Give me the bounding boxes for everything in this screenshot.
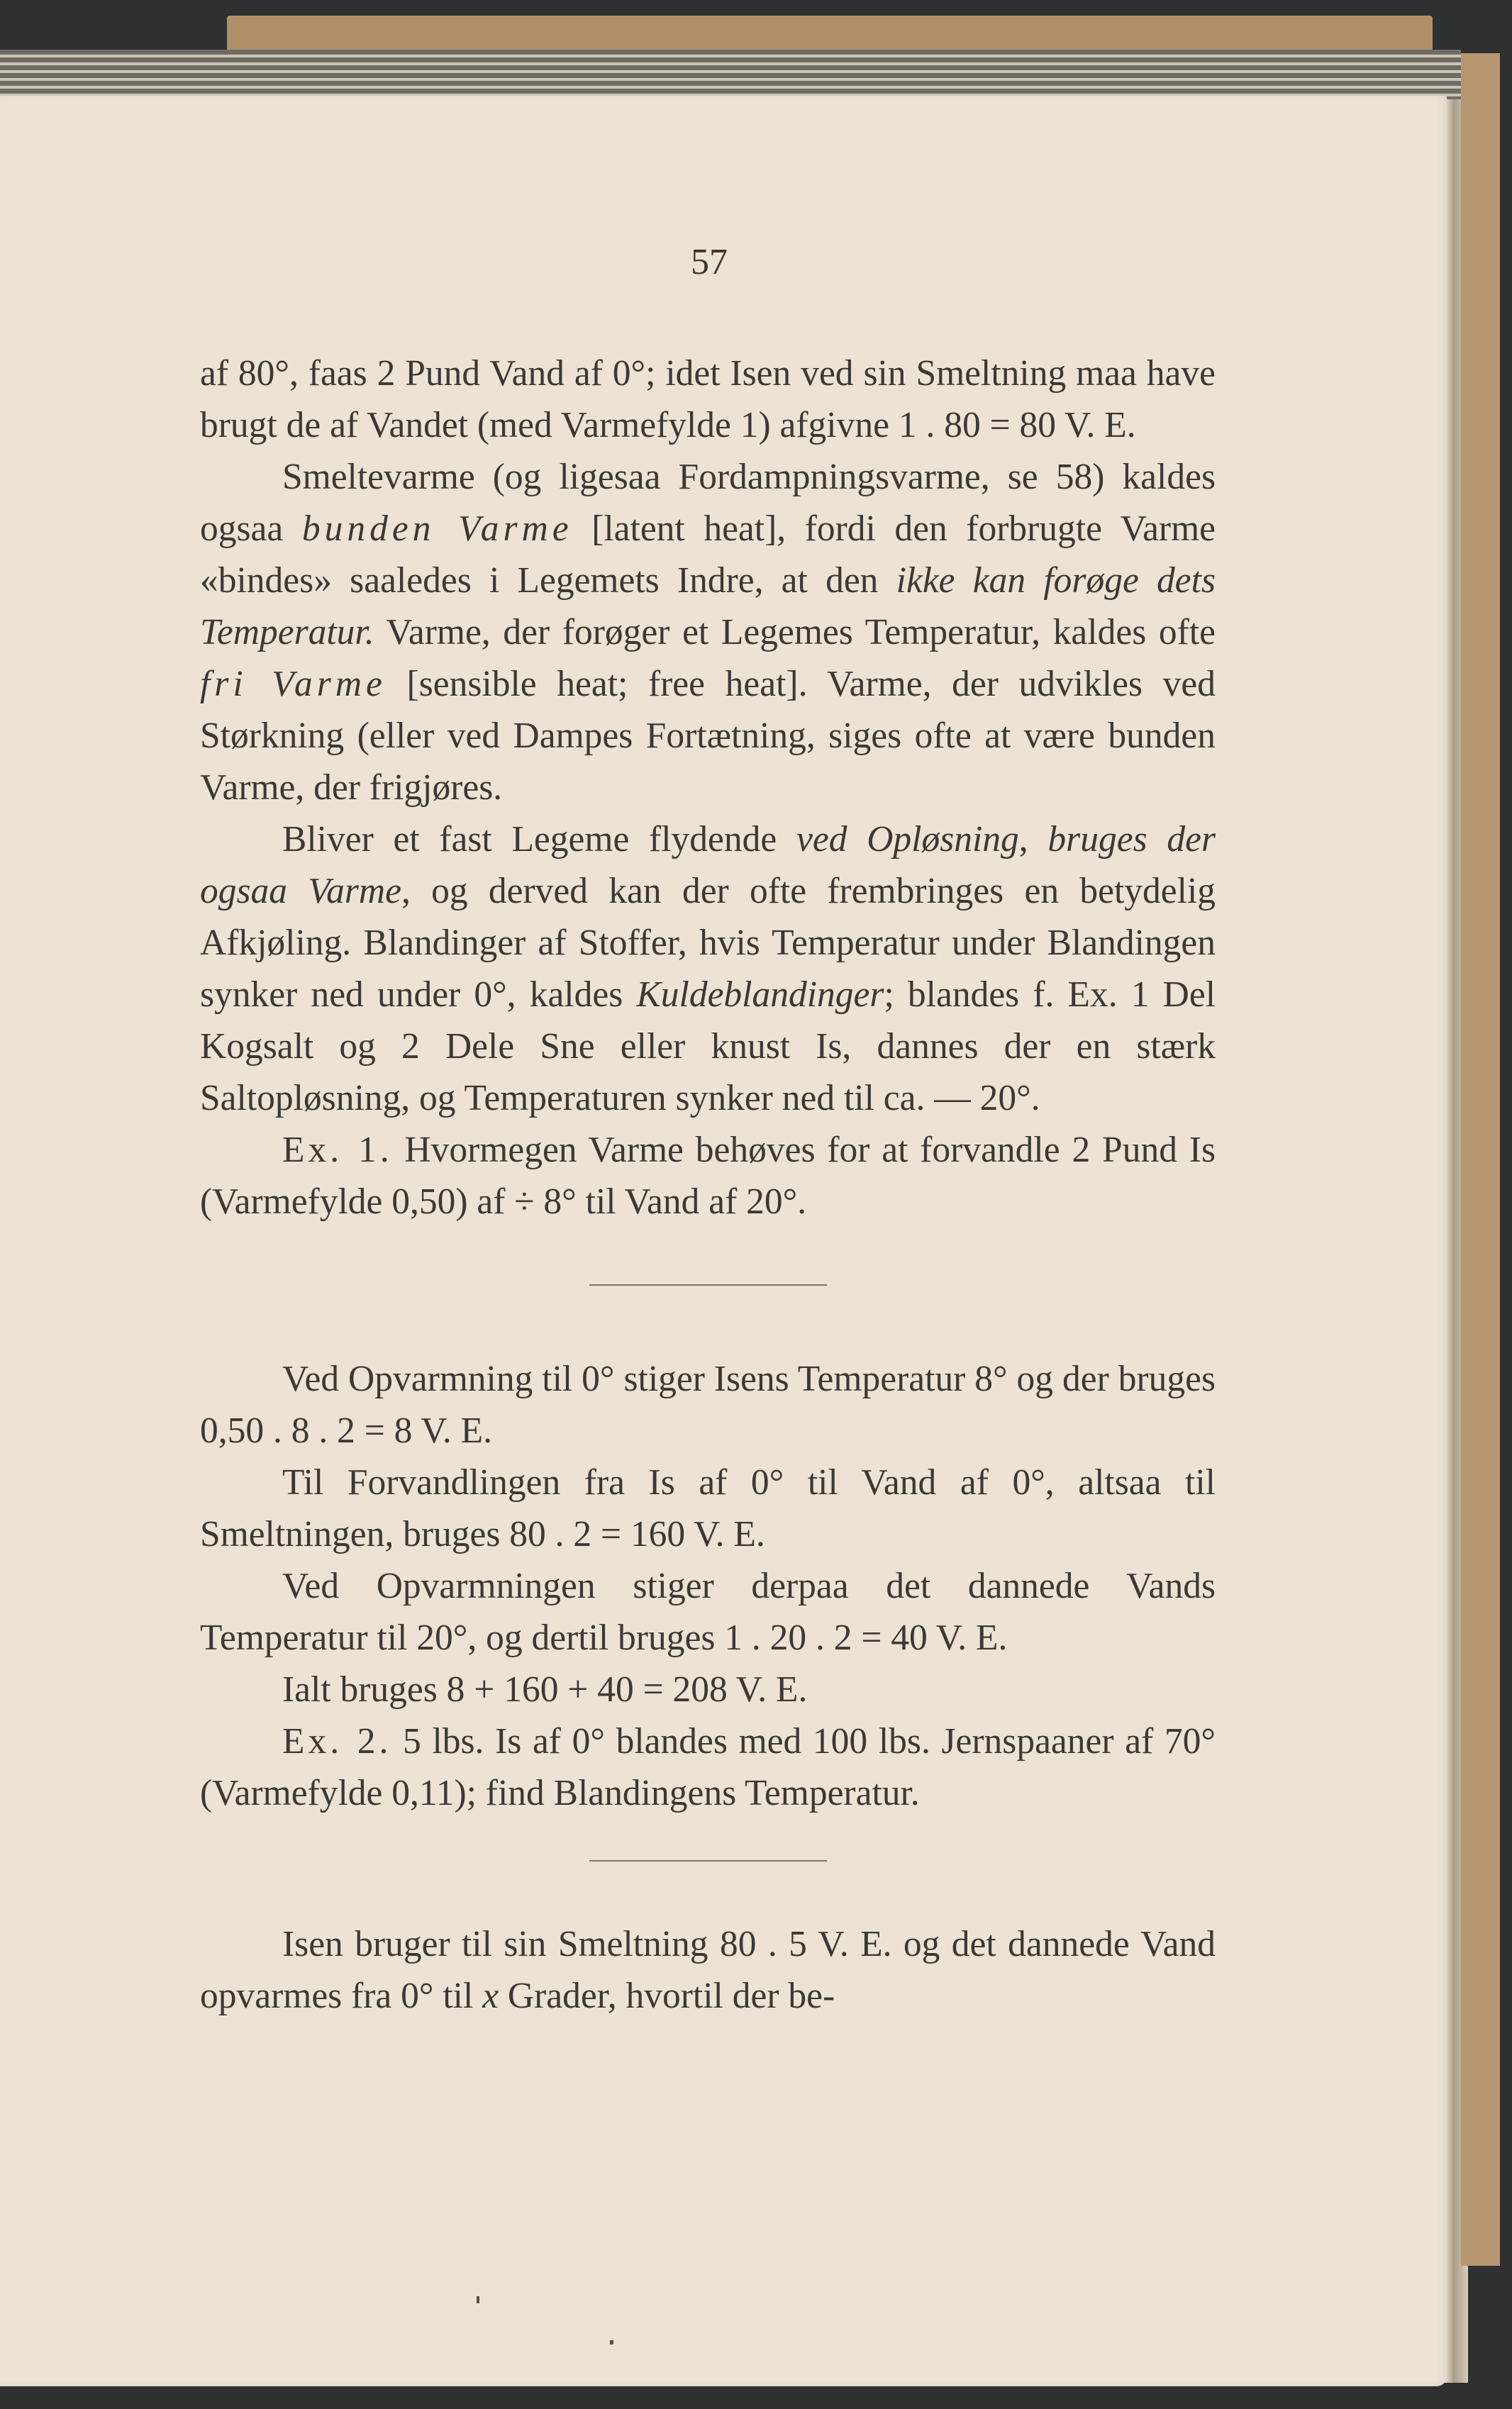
solution-step bbox=[200, 1918, 1216, 2022]
text-run: Varme, der forøger et Legemes Temperatur, kaldes ofte bbox=[374, 612, 1216, 652]
body-text bbox=[200, 347, 1216, 2022]
example-text: Hvormegen Varme behøves for at forvandle 2 Pund Is (Varmefylde 0,50) af ÷ 8° til Vand af 20°. bbox=[200, 1130, 1216, 1222]
text-run: Isen bruger til sin Smeltning 80 . 5 V. E. og det dannede Vand opvarmes fra 0° til bbox=[200, 1924, 1216, 2016]
emphasis-fri-varme: fri Varme bbox=[200, 664, 387, 704]
example-1 bbox=[200, 1124, 1216, 1228]
section-divider bbox=[589, 1284, 827, 1286]
text-run: [latent heat], fordi den forbrugte Varme «bindes» saaledes i Legemets Indre, at den bbox=[200, 508, 1216, 601]
solution-step: Til Forvandlingen fra Is af 0° til Vand af 0°, altsaa til Smeltningen, bruges 80 . 2 = 160 V. E. bbox=[200, 1462, 1216, 1554]
text-run: , og derved kan der ofte frembringes en betydelig Afkjøling. Blandinger af Stoffer, hvis Temperatur under Blandingen synker ned under 0°, kaldes bbox=[200, 871, 1216, 1015]
example-2 bbox=[200, 1715, 1216, 1819]
emphasis-ikke-kan-forege: ikke kan forøge dets Temperatur. bbox=[200, 560, 1216, 652]
text-run: [sensible heat; free heat]. Varme, der udvikles ved Størkning (eller ved Dampes Fortætning, siges ofte at være bunden Varme, der frigjøres. bbox=[200, 664, 1216, 808]
text-run: Grader, hvortil der be- bbox=[499, 1976, 835, 2016]
example-label: Ex. 2. bbox=[282, 1721, 392, 1762]
emphasis-kuldeblandinger: Kuldeblandinger bbox=[636, 974, 884, 1015]
paragraph-continuation: af 80°, faas 2 Pund Vand af 0°; idet Isen ved sin Smeltning maa have brugt de af Vandet (med Varmefylde 1) afgivne 1 . 80 = 80 V. E. bbox=[200, 353, 1216, 445]
emphasis-bruges-varme: bruges der ogsaa Varme bbox=[200, 819, 1216, 911]
text-run: Bliver et fast Legeme flydende bbox=[282, 819, 796, 859]
example-text: 5 lbs. Is af 0° blandes med 100 lbs. Jernspaaner af 70° (Varmefylde 0,11); find Blandingens Temperatur. bbox=[200, 1721, 1216, 1813]
section-divider bbox=[589, 1860, 827, 1862]
emphasis-bunden-varme: bunden Varme bbox=[301, 508, 573, 549]
example-label: Ex. 1. bbox=[282, 1130, 393, 1170]
text-run: Smeltevarme (og ligesaa Fordampningsvarme, se 58) kaldes ogsaa bbox=[200, 457, 1216, 549]
solution-total: Ialt bruges 8 + 160 + 40 = 208 V. E. bbox=[282, 1669, 808, 1710]
book-cover-right-edge bbox=[1461, 53, 1500, 2266]
emphasis-ved-oplosning: ved Opløsning bbox=[796, 819, 1019, 859]
text-run: , bbox=[1018, 819, 1048, 859]
solution-step: Ved Opvarmning til 0° stiger Isens Temperatur 8° og der bruges 0,50 . 8 . 2 = 8 V. E. bbox=[200, 1359, 1216, 1451]
page-stack-top-edge bbox=[0, 50, 1461, 99]
paragraph-solution bbox=[200, 813, 1216, 1124]
book-page bbox=[0, 96, 1447, 2386]
paragraph-latent-heat bbox=[200, 451, 1216, 813]
paper-speck bbox=[477, 2296, 479, 2303]
text-run: ; blandes f. Ex. 1 Del Kogsalt og 2 Dele Sne eller knust Is, dannes der en stærk Saltopløsning, og Temperaturen synker ned til ca. — 20°. bbox=[200, 974, 1216, 1118]
variable-x: x bbox=[482, 1976, 499, 2016]
solution-step: Ved Opvarmningen stiger derpaa det dannede Vands Temperatur til 20°, og dertil bruges 1 . 20 . 2 = 40 V. E. bbox=[200, 1566, 1216, 1658]
paper-speck bbox=[610, 2340, 613, 2344]
page-number: 57 bbox=[691, 242, 728, 282]
